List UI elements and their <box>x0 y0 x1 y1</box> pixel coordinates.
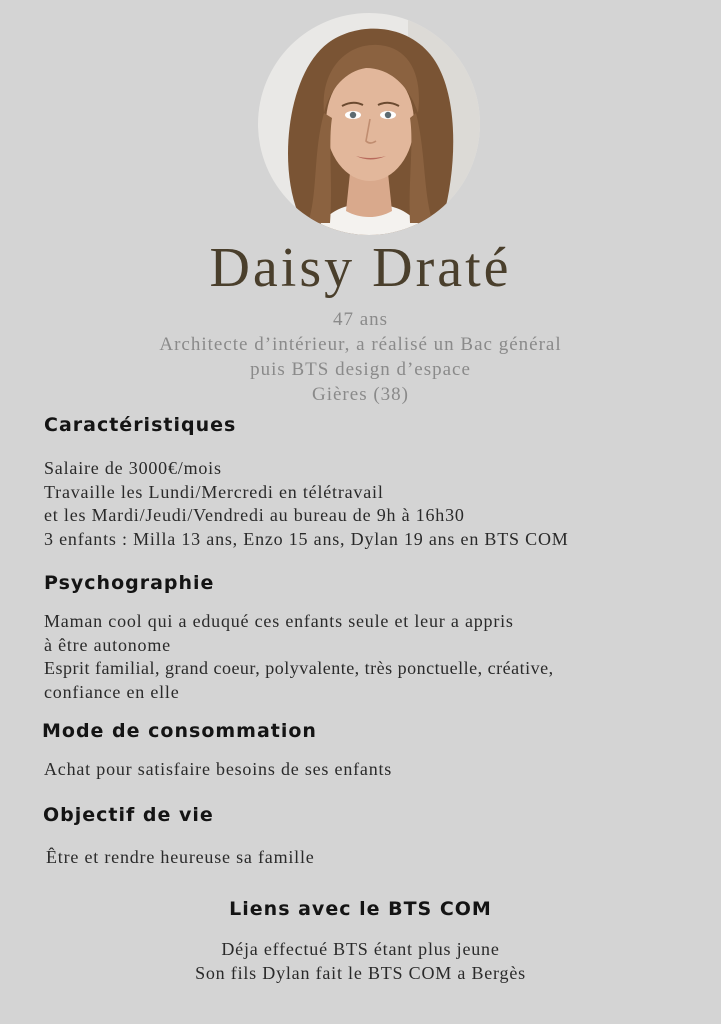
persona-job-line-1: Architecte d’intérieur, a réalisé un Bac général <box>159 334 562 355</box>
psychographie-line: Maman cool qui a eduqué ces enfants seule et leur a appris <box>44 611 514 631</box>
section-body-caracteristiques <box>44 457 569 551</box>
liens-line: Son fils Dylan fait le BTS COM a Bergès <box>195 962 526 983</box>
section-title-objectif: Objectif de vie <box>43 804 214 826</box>
objectif-line: Être et rendre heureuse sa famille <box>46 847 315 867</box>
section-title-liens: Liens avec le BTS COM <box>229 898 492 920</box>
psychographie-line: Esprit familial, grand coeur, polyvalente, très ponctuelle, créative, <box>44 658 554 678</box>
psychographie-line: à être autonome <box>44 634 171 655</box>
persona-location: Gières (38) <box>312 384 409 405</box>
persona-name: Daisy Draté <box>209 237 512 299</box>
portrait-photo <box>258 13 480 235</box>
caracteristiques-line: 3 enfants : Milla 13 ans, Enzo 15 ans, Dylan 19 ans en BTS COM <box>44 528 569 549</box>
persona-age: 47 ans <box>332 309 389 330</box>
liens-line: Déja effectué BTS étant plus jeune <box>221 939 500 959</box>
section-title-caracteristiques: Caractéristiques <box>44 414 237 436</box>
persona-job-line-2: puis BTS design d’espace <box>250 359 471 380</box>
caracteristiques-line: Travaille les Lundi/Mercredi en télétravail <box>44 481 384 502</box>
section-body-psychographie <box>44 610 554 704</box>
consommation-line: Achat pour satisfaire besoins de ses enfants <box>44 759 393 779</box>
persona-details <box>0 307 721 407</box>
section-body-liens <box>0 938 721 985</box>
section-body-objectif <box>46 846 315 870</box>
psychographie-line: confiance en elle <box>44 681 180 702</box>
caracteristiques-line: et les Mardi/Jeudi/Vendredi au bureau de 9h à 16h30 <box>44 505 465 525</box>
caracteristiques-line: Salaire de 3000€/mois <box>44 458 222 478</box>
section-title-psychographie: Psychographie <box>44 572 215 594</box>
section-title-consommation: Mode de consommation <box>42 720 317 742</box>
section-body-consommation <box>44 758 392 782</box>
